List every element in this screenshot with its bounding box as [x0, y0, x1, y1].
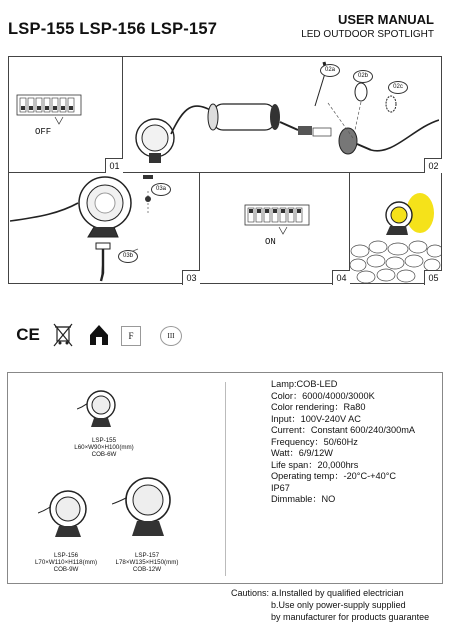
- step-number-01: 01: [105, 158, 123, 173]
- spec-frequency: Frequency：50/60Hz: [271, 436, 358, 447]
- spec-current: Current：Constant 600/240/300mA: [271, 425, 416, 435]
- lsp-155-name: LSP-155: [91, 437, 117, 444]
- off-label: OFF: [35, 127, 52, 137]
- spec-color: Color：6000/4000/3000K: [271, 390, 375, 401]
- step-number-02: 02: [424, 158, 442, 173]
- installation-steps-diagram: [8, 56, 442, 284]
- spec-color-rendering: Color rendering：Ra80: [271, 402, 366, 412]
- on-label: ON: [265, 237, 276, 247]
- caution-line-c: by manufacturer for products guarantee: [271, 612, 430, 622]
- lit-spotlight-illustration: [350, 173, 441, 284]
- ce-mark-icon: CE: [16, 325, 40, 344]
- spec-dimmable: Dimmable：NO: [271, 494, 336, 504]
- lsp-156-illustration: [38, 483, 96, 545]
- class-iii-icon: III: [160, 326, 182, 346]
- spec-watt: Watt：6/9/12W: [271, 448, 333, 458]
- part-label-03a: 03a: [151, 183, 171, 196]
- wiring-connection-illustration: [123, 58, 439, 170]
- specs-divider: [225, 382, 226, 576]
- caution-line-b: b.Use only power-supply supplied: [271, 600, 406, 610]
- part-label-02a: 02a: [320, 64, 340, 77]
- breaker-on-illustration: [239, 197, 319, 247]
- spec-input: Input：100V-240V AC: [271, 413, 361, 424]
- lsp-156-power: COB-9W: [53, 566, 79, 573]
- caution-line-a: Cautions: a.Installed by qualified electrician: [231, 588, 404, 598]
- spec-operating-temp: Operating temp：-20°C-+40°C: [271, 471, 397, 481]
- part-label-02b: 02b: [353, 70, 373, 83]
- lsp-157-name: LSP-157: [134, 552, 160, 559]
- product-subtitle: LED OUTDOOR SPOTLIGHT: [301, 29, 434, 40]
- part-label-02c: 02c: [388, 81, 408, 94]
- lsp-157-power: COB-12W: [132, 566, 162, 573]
- manual-heading: USER MANUAL: [337, 12, 434, 27]
- lsp-155-power: COB-6W: [91, 451, 117, 458]
- document-title: LSP-155 LSP-156 LSP-157: [8, 20, 218, 38]
- step-number-05: 05: [424, 270, 442, 285]
- lsp-155-illustration: [77, 385, 125, 437]
- lsp-156-size: L70×W110×H118(mm): [34, 559, 97, 566]
- spec-life-span: Life span：20,000hrs: [271, 459, 359, 470]
- lsp-157-size: L78×W135×H150(mm): [115, 559, 179, 566]
- step-number-03: 03: [182, 270, 200, 285]
- spec-lamp: Lamp:COB-LED: [271, 379, 338, 389]
- lsp-155-size: L60×W90×H100(mm): [74, 444, 134, 451]
- house-icon: [88, 322, 110, 348]
- f-mark-icon: F: [121, 326, 141, 346]
- spec-ip-rating: IP67: [271, 482, 290, 493]
- part-label-03b: 03b: [118, 250, 138, 263]
- lsp-156-name: LSP-156: [53, 552, 79, 559]
- weee-bin-icon: [52, 322, 74, 348]
- step-number-04: 04: [332, 270, 350, 285]
- lsp-157-illustration: [112, 470, 178, 546]
